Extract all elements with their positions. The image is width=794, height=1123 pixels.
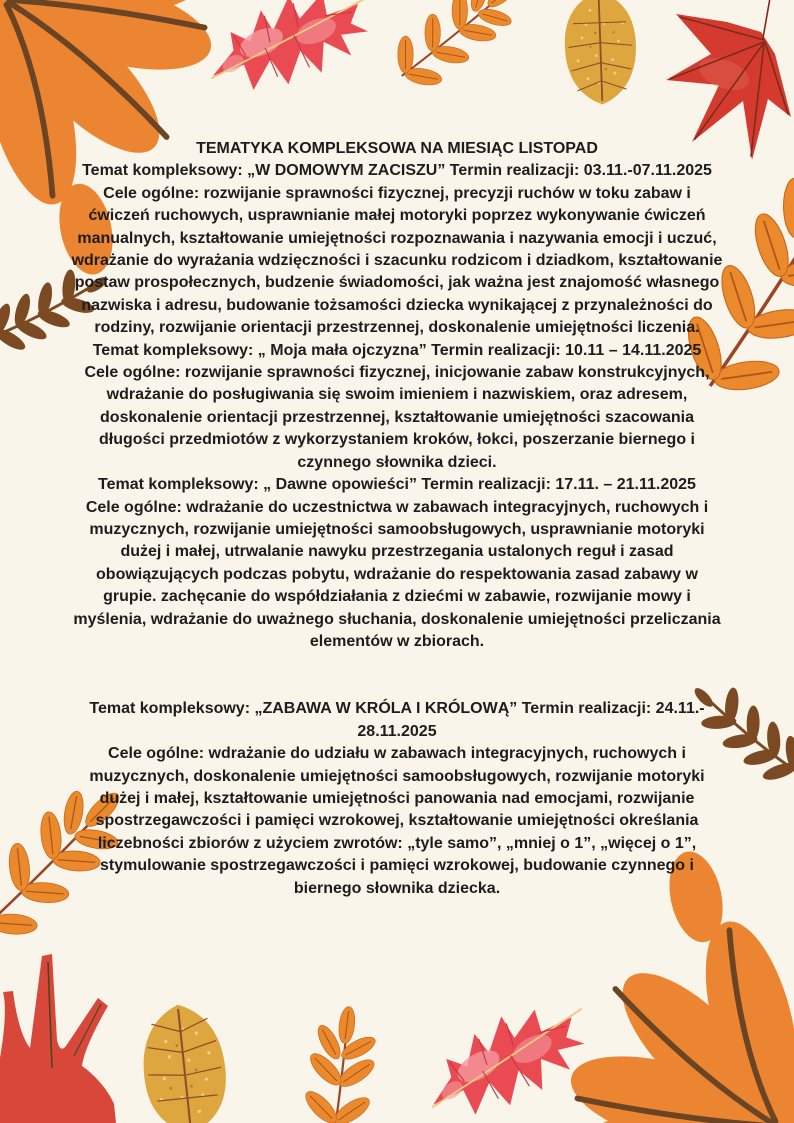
topic-line: Temat kompleksowy: „ Moja mała ojczyzna” Termin realizacji: 10.11 – 14.11.2025 [92, 341, 702, 359]
goals-paragraph: Cele ogólne: wdrażanie do uczestnictwa w zabawach integracyjnych, ruchowych i muzycznych, rozwijanie umiejętności samoobsługowych, usprawnianie motoryki dużej i małej, utrwalanie nawyku przestrzegania ustalonych reguł i zasad obowiązujących podczas pobytu, wdrażanie do respektowania zasad zabawy w grupie. zachęcanie do współdziałania z dziećmi w zabawie, rozwijanie mowy i myślenia, wdrażanie do uważnego słuchania, doskonalenie umiejętności przeliczania elementów w zbiorach. [73, 498, 721, 650]
topic-line: Temat kompleksowy: „ Dawne opowieści” Termin realizacji: 17.11. – 21.11.2025 [98, 476, 696, 494]
golden-leaf-bottom-icon [119, 992, 252, 1123]
thematic-section-2 [71, 340, 723, 474]
thematic-section-1 [71, 160, 723, 339]
rowan-leaf-bottom-icon [256, 1006, 422, 1123]
thematic-section-3 [71, 474, 723, 653]
red-maple-leaf-bottom-left-icon [0, 948, 122, 1123]
red-oak-leaf-top-icon [191, 0, 391, 115]
topic-line: Temat kompleksowy: „ZABAWA W KRÓLA I KRÓLOWĄ” Termin realizacji: 24.11.- 28.11.2025 [89, 700, 705, 740]
rowan-leaf-top-icon [397, 0, 516, 91]
goals-paragraph: Cele ogólne: rozwijanie sprawności fizycznej, inicjowanie zabaw konstrukcyjnych, wdrażanie do posługiwania się swoim imieniem i nazwiskiem, oraz adresem, doskonalenie orientacji przestrzennej, kształtowanie umiejętności szacowania długości przedmiotów z wykorzystaniem kroków, łokci, poszerzanie biernego i czynnego słownika dzieci. [84, 364, 710, 471]
topic-line: Temat kompleksowy: „W DOMOWYM ZACISZU” Termin realizacji: 03.11.-07.11.2025 [82, 162, 712, 180]
thematic-plan [71, 138, 723, 900]
golden-leaf-top-icon [547, 0, 652, 112]
thematic-section-4 [71, 698, 723, 900]
goals-paragraph: Cele ogólne: rozwijanie sprawności fizycznej, precyzji ruchów w toku zabaw i ćwiczeń ruchowych, usprawnianie małej motoryki poprzez wykonywanie ćwiczeń manualnych, kształtowanie umiejętności rozpoznawania i nazywania emocji i uczuć, wdrażanie do wyrażania wdzięczności i szacunku rodzicom i dziadkom, kształtowanie postaw prospołecznych, budzenie świadomości, jak ważna jest znajomość własnego nazwiska i adresu, budowanie tożsamości dziecka wynikającej z przynależności do rodziny, rozwijanie orientacji przestrzennej, doskonalenie umiejętności liczenia. [71, 184, 723, 337]
page-title: TEMATYKA KOMPLEKSOWA NA MIESIĄC LISTOPAD [196, 140, 598, 157]
goals-paragraph: Cele ogólne: wdrażanie do udziału w zabawach integracyjnych, ruchowych i muzycznych, doskonalenie umiejętności samoobsługowych, rozwijanie motoryki dużej i małej, kształtowanie umiejętności panowania nad emocjami, rozwijanie spostrzegawczości i pamięci wzrokowej, kształtowanie umiejętności określania liczebności zbiorów z użyciem zwrotów: „tyle samo”, „mniej o 1”, „więcej o 1”, stymulowanie spostrzegawczości i pamięci wzrokowej, budowanie czynnego i biernego słownika dziecka. [89, 745, 705, 897]
